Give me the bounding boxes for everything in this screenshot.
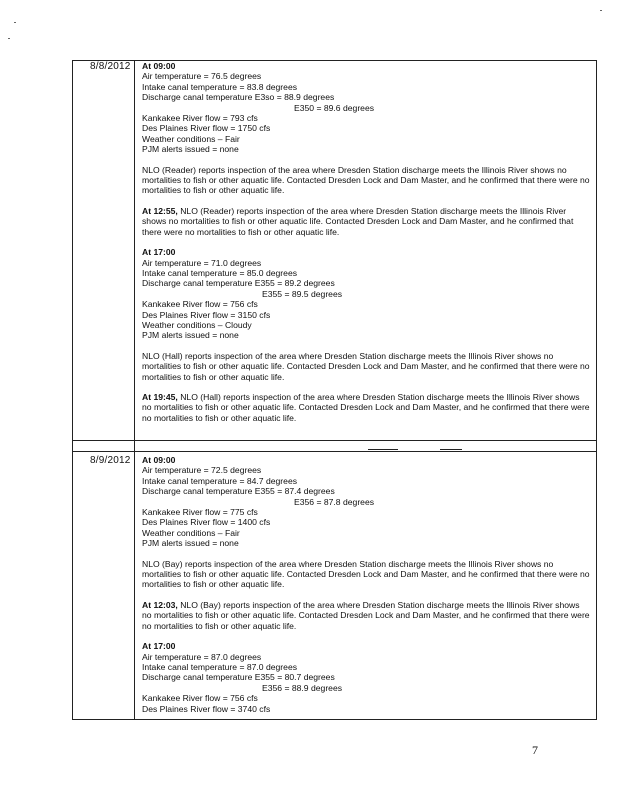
scan-speck — [600, 10, 602, 11]
reading-line: Des Plaines River flow = 1750 cfs — [142, 123, 271, 134]
reading-line: PJM alerts issued = none — [142, 538, 239, 549]
reading-line: E356 = 88.9 degrees — [262, 682, 343, 693]
inspection-paragraph — [142, 600, 590, 631]
paragraph-text: NLO (Hall) reports inspection of the area where Dresden Station discharge meets the Illinois River shows no mortalities to fish or other aquatic life. Contacted Dresden Lock and Dam Master, and he confirmed that there were no mortalities to fish or other aquatic life. — [142, 391, 590, 423]
log-entry — [142, 455, 590, 714]
scan-line-mark — [440, 449, 462, 450]
reading-line: Intake canal temperature = 87.0 degrees — [142, 661, 298, 672]
scan-speck — [14, 22, 16, 23]
inspection-paragraph: NLO (Reader) reports inspection of the area where Dresden Station discharge meets the Illinois River shows no mortalities to fish or other aquatic life. Contacted Dresden Lock and Dam Master, and he confirmed that there were no mortalities to fish or other aquatic life. — [142, 164, 590, 196]
inspection-paragraph: NLO (Bay) reports inspection of the area where Dresden Station discharge meets the Illinois River shows no mortalities to fish or other aquatic life. Contacted Dresden Lock and Dam Master, and he confirmed that there were no mortalities to fish or other aquatic life. — [142, 558, 590, 590]
reading-line: PJM alerts issued = none — [142, 144, 239, 155]
reading-time-heading: At 09:00 — [142, 455, 176, 465]
reading-line: Air temperature = 87.0 degrees — [142, 651, 262, 662]
reading-line: Discharge canal temperature E3so = 88.9 degrees — [142, 92, 335, 103]
reading-line: Intake canal temperature = 83.8 degrees — [142, 81, 298, 92]
paragraph-text: NLO (Bay) reports inspection of the area where Dresden Station discharge meets the Illinois River shows no mortalities to fish or other aquatic life. Contacted Dresden Lock and Dam Master, and he confirmed that there were no mortalities to fish or other aquatic life. — [142, 599, 590, 631]
reading-line: Weather conditions – Fair — [142, 527, 240, 538]
inspection-paragraph — [142, 206, 590, 237]
reading-line: Kankakee River flow = 756 cfs — [142, 299, 258, 310]
paragraph-time: At 19:45, — [142, 391, 178, 402]
reading-line: E355 = 89.5 degrees — [262, 288, 343, 299]
paragraph-text: NLO (Reader) reports inspection of the area where Dresden Station discharge meets the Illinois River shows no mortalities to fish or other aquatic life. Contacted Dresden Lock and Dam Master, and he confirmed that there were no mortalities to fish or other aquatic life. — [142, 205, 574, 237]
reading-line: Des Plaines River flow = 3150 cfs — [142, 309, 271, 320]
reading-time-heading: At 17:00 — [142, 641, 176, 652]
reading-line: Air temperature = 72.5 degrees — [142, 465, 262, 476]
inspection-paragraph: NLO (Hall) reports inspection of the area where Dresden Station discharge meets the Illinois River shows no mortalities to fish or other aquatic life. Contacted Dresden Lock and Dam Master, and he confirmed that there were no mortalities to fish or other aquatic life. — [142, 350, 590, 382]
reading-line: Kankakee River flow = 775 cfs — [142, 507, 258, 518]
reading-line: Air temperature = 76.5 degrees — [142, 71, 262, 82]
entry-date: 8/9/2012 — [90, 455, 131, 466]
reading-line: Weather conditions – Fair — [142, 133, 240, 144]
reading-time-heading: At 17:00 — [142, 247, 176, 258]
reading-time-heading: At 09:00 — [142, 61, 176, 71]
reading-line: Discharge canal temperature E355 = 80.7 degrees — [142, 672, 335, 683]
reading-line: Weather conditions – Cloudy — [142, 319, 252, 330]
reading-line: Discharge canal temperature E355 = 89.2 degrees — [142, 278, 335, 289]
row-divider-bottom — [72, 451, 597, 452]
reading-line: PJM alerts issued = none — [142, 330, 239, 341]
reading-line: Discharge canal temperature E355 = 87.4 degrees — [142, 486, 335, 497]
scan-speck — [8, 38, 10, 39]
reading-line: Air temperature = 71.0 degrees — [142, 257, 262, 268]
reading-line: E350 = 89.6 degrees — [294, 102, 375, 113]
reading-line: Intake canal temperature = 85.0 degrees — [142, 267, 298, 278]
scan-line-mark — [368, 449, 398, 450]
reading-line: E356 = 87.8 degrees — [294, 496, 375, 507]
reading-line: Kankakee River flow = 756 cfs — [142, 693, 258, 704]
entry-date: 8/8/2012 — [90, 61, 131, 72]
log-entry — [142, 61, 590, 423]
paragraph-time: At 12:03, — [142, 599, 178, 610]
reading-line: Kankakee River flow = 793 cfs — [142, 113, 258, 124]
inspection-paragraph — [142, 392, 590, 423]
page-number: 7 — [532, 743, 538, 757]
reading-line: Des Plaines River flow = 1400 cfs — [142, 517, 271, 528]
date-column-divider — [134, 60, 135, 720]
reading-line: Des Plaines River flow = 3740 cfs — [142, 703, 271, 714]
row-divider-top — [72, 440, 597, 441]
paragraph-time: At 12:55, — [142, 205, 178, 216]
reading-line: Intake canal temperature = 84.7 degrees — [142, 475, 298, 486]
